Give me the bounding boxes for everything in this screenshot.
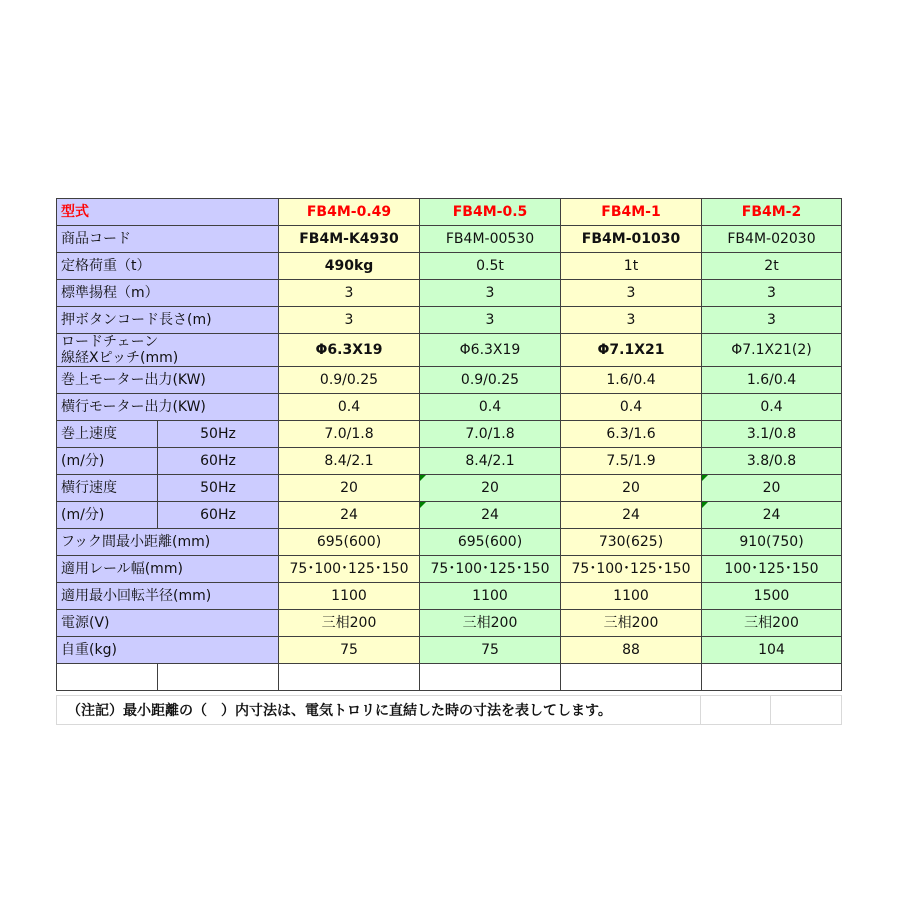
table-cell: 7.0/1.8	[279, 421, 420, 448]
table-cell: 三相200	[702, 610, 842, 637]
table-row	[57, 253, 842, 280]
empty-cell	[702, 664, 842, 691]
table-cell: FB4M-02030	[702, 226, 842, 253]
table-cell: 730(625)	[561, 529, 702, 556]
table-cell: 20	[561, 475, 702, 502]
table-cell: 1100	[561, 583, 702, 610]
frequency-label: 50Hz	[158, 475, 279, 502]
table-row	[57, 529, 842, 556]
table-cell: 75･100･125･150	[420, 556, 561, 583]
table-cell: 8.4/2.1	[420, 448, 561, 475]
row-label: 商品コード	[57, 226, 279, 253]
table-cell: 0.4	[702, 394, 842, 421]
table-row	[57, 583, 842, 610]
table-cell: Φ6.3X19	[279, 334, 420, 367]
model-header: FB4M-0.49	[279, 199, 420, 226]
table-cell: 24	[420, 502, 561, 529]
row-label: 押ボタンコード長さ(m)	[57, 307, 279, 334]
row-label: フック間最小距離(mm)	[57, 529, 279, 556]
table-cell: 20	[420, 475, 561, 502]
table-cell: 88	[561, 637, 702, 664]
table-row	[57, 448, 842, 475]
table-cell: 1.6/0.4	[702, 367, 842, 394]
table-cell: FB4M-K4930	[279, 226, 420, 253]
table-cell: FB4M-01030	[561, 226, 702, 253]
model-header-label: 型式	[57, 199, 279, 226]
table-cell: 490kg	[279, 253, 420, 280]
table-cell: 1100	[279, 583, 420, 610]
row-label: 電源(V)	[57, 610, 279, 637]
frequency-label: 60Hz	[158, 502, 279, 529]
empty-cell	[701, 696, 771, 725]
table-cell: 75･100･125･150	[561, 556, 702, 583]
table-cell: 3.8/0.8	[702, 448, 842, 475]
spec-table	[56, 198, 842, 691]
table-cell: 0.4	[420, 394, 561, 421]
table-row	[57, 367, 842, 394]
model-header: FB4M-1	[561, 199, 702, 226]
table-cell: 6.3/1.6	[561, 421, 702, 448]
table-cell: 100･125･150	[702, 556, 842, 583]
table-cell: 0.4	[561, 394, 702, 421]
table-cell: 7.5/1.9	[561, 448, 702, 475]
table-row	[57, 280, 842, 307]
row-label: 巻上モーター出力(KW)	[57, 367, 279, 394]
row-label: 自重(kg)	[57, 637, 279, 664]
table-row	[57, 307, 842, 334]
table-cell: 3	[702, 280, 842, 307]
table-cell: 695(600)	[420, 529, 561, 556]
table-row	[57, 421, 842, 448]
table-cell: 1t	[561, 253, 702, 280]
table-cell: 0.4	[279, 394, 420, 421]
empty-cell	[279, 664, 420, 691]
table-cell: 24	[279, 502, 420, 529]
empty-cell	[57, 664, 158, 691]
table-cell: 3.1/0.8	[702, 421, 842, 448]
table-cell: 75･100･125･150	[279, 556, 420, 583]
table-row	[57, 226, 842, 253]
table-cell: 1500	[702, 583, 842, 610]
row-label: 定格荷重（t）	[57, 253, 279, 280]
table-cell: 7.0/1.8	[420, 421, 561, 448]
table-cell: 20	[702, 475, 842, 502]
table-cell: FB4M-00530	[420, 226, 561, 253]
row-label: 適用レール幅(mm)	[57, 556, 279, 583]
empty-cell	[420, 664, 561, 691]
table-cell: 75	[420, 637, 561, 664]
table-row	[57, 610, 842, 637]
table-row	[57, 334, 842, 367]
table-row	[57, 637, 842, 664]
empty-cell	[771, 696, 842, 725]
frequency-label: 60Hz	[158, 448, 279, 475]
table-row	[57, 556, 842, 583]
frequency-label: 50Hz	[158, 421, 279, 448]
row-label-line: ロードチェーン	[61, 334, 159, 350]
row-label: 巻上速度	[57, 421, 158, 448]
footnote: （注記）最小距離の（ ）内寸法は、電気トロリに直結した時の寸法を表してします。	[57, 696, 701, 725]
empty-cell	[561, 664, 702, 691]
table-cell: 三相200	[279, 610, 420, 637]
table-cell: 1100	[420, 583, 561, 610]
table-cell: 24	[702, 502, 842, 529]
table-cell: 3	[561, 280, 702, 307]
table-cell: 3	[279, 280, 420, 307]
table-cell: 3	[279, 307, 420, 334]
table-cell: 0.9/0.25	[420, 367, 561, 394]
table-cell: Φ7.1X21(2)	[702, 334, 842, 367]
row-label: 横行速度	[57, 475, 158, 502]
model-header: FB4M-0.5	[420, 199, 561, 226]
note-table	[56, 695, 842, 725]
empty-cell	[158, 664, 279, 691]
model-header: FB4M-2	[702, 199, 842, 226]
table-cell: 1.6/0.4	[561, 367, 702, 394]
table-cell: Φ7.1X21	[561, 334, 702, 367]
table-cell: 8.4/2.1	[279, 448, 420, 475]
table-cell: 0.9/0.25	[279, 367, 420, 394]
row-label: 標準揚程（m）	[57, 280, 279, 307]
table-cell: 24	[561, 502, 702, 529]
row-label: 横行モーター出力(KW)	[57, 394, 279, 421]
table-cell: 104	[702, 637, 842, 664]
row-label	[57, 334, 279, 367]
row-label-line: 線経Xピッチ(mm)	[61, 350, 179, 367]
note-row	[57, 696, 842, 725]
row-label: (m/分)	[57, 502, 158, 529]
table-cell: 910(750)	[702, 529, 842, 556]
table-row	[57, 394, 842, 421]
table-cell: 695(600)	[279, 529, 420, 556]
table-cell: 三相200	[420, 610, 561, 637]
table-cell: 三相200	[561, 610, 702, 637]
table-cell: 2t	[702, 253, 842, 280]
table-cell: 3	[420, 280, 561, 307]
table-row	[57, 475, 842, 502]
table-cell: 75	[279, 637, 420, 664]
table-cell: 3	[561, 307, 702, 334]
table-cell: 20	[279, 475, 420, 502]
table-row	[57, 502, 842, 529]
table-cell: Φ6.3X19	[420, 334, 561, 367]
table-cell: 0.5t	[420, 253, 561, 280]
empty-row	[57, 664, 842, 691]
table-cell: 3	[420, 307, 561, 334]
row-label: (m/分)	[57, 448, 158, 475]
table-row	[57, 199, 842, 226]
row-label: 適用最小回転半径(mm)	[57, 583, 279, 610]
table-cell: 3	[702, 307, 842, 334]
